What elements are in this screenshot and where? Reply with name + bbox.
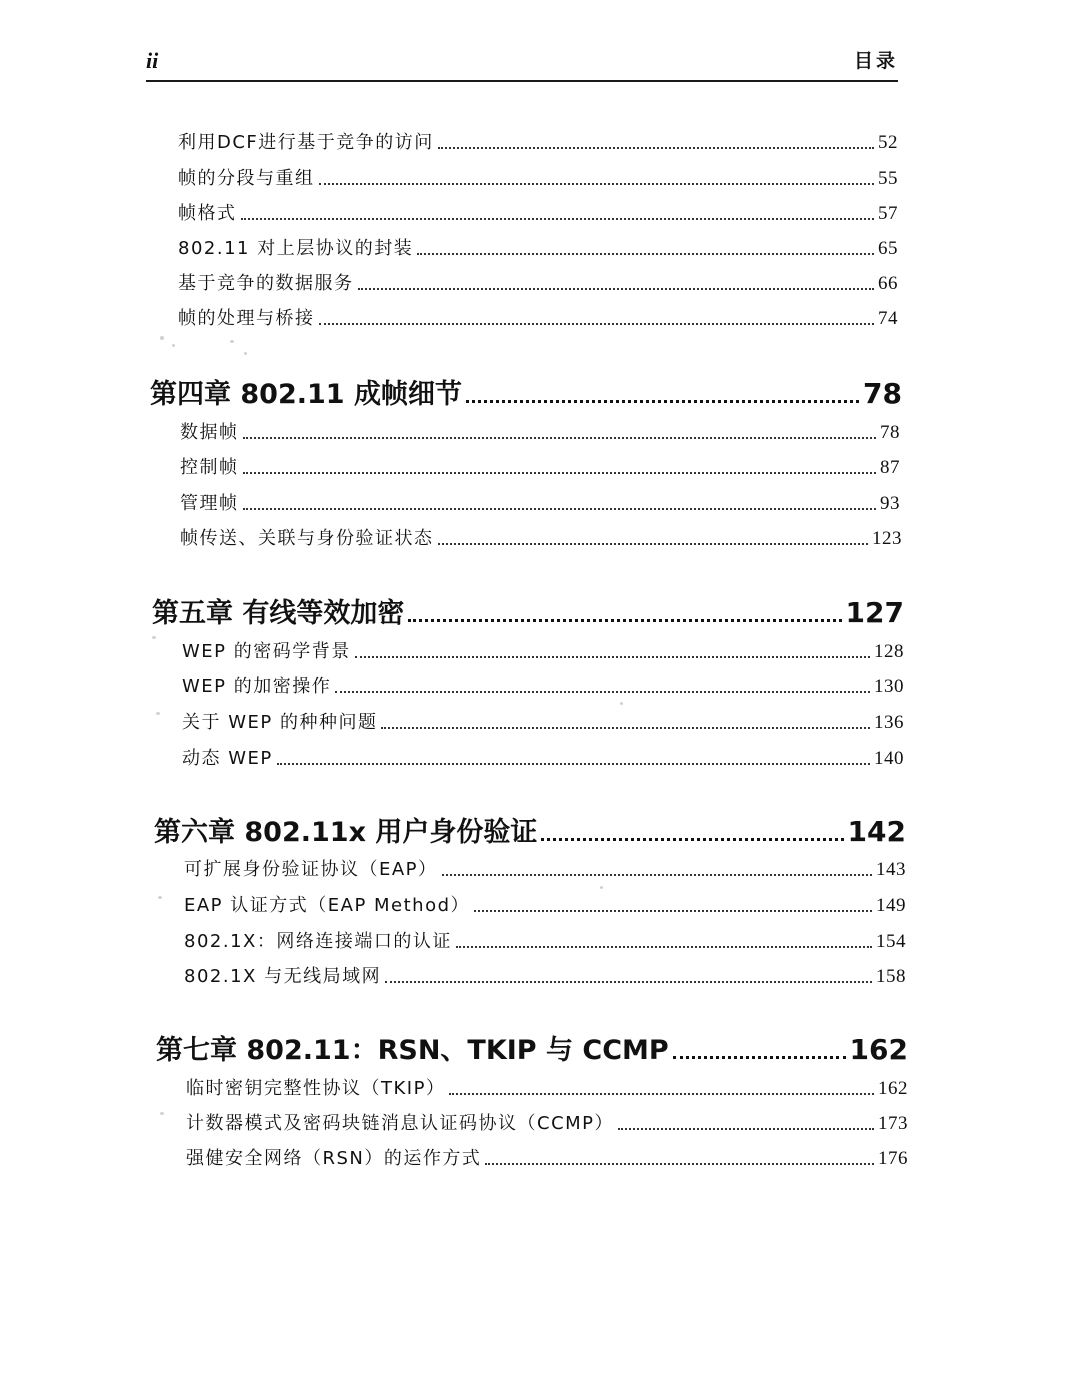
toc-entry-title: 管理帧 <box>180 493 239 514</box>
chapter-title: 第五章 有线等效加密 <box>152 598 405 629</box>
dot-leader <box>449 1093 874 1095</box>
dot-leader <box>442 874 872 876</box>
scan-speck <box>172 344 175 347</box>
dot-leader <box>474 910 872 912</box>
toc-entry-title: 关于 WEP 的种种问题 <box>182 712 378 733</box>
dot-leader <box>541 838 843 841</box>
toc-entry[interactable] <box>184 962 906 988</box>
toc-entry-title: 帧传送、关联与身份验证状态 <box>180 528 434 549</box>
scan-speck <box>244 352 247 355</box>
toc-entry-page: 78 <box>880 422 900 443</box>
toc-entry-page: 130 <box>874 676 904 697</box>
toc-entry-page: 66 <box>878 273 898 294</box>
scan-speck <box>152 636 156 639</box>
toc-entry-page: 93 <box>880 493 900 514</box>
dot-leader <box>385 981 872 983</box>
dot-leader <box>466 400 859 403</box>
dot-leader <box>438 543 869 545</box>
toc-entry[interactable] <box>186 1074 908 1100</box>
toc-entry-page: 136 <box>874 712 904 733</box>
chapter-heading[interactable] <box>152 591 904 629</box>
chapter-heading[interactable] <box>154 810 906 848</box>
toc-entry[interactable] <box>180 453 900 479</box>
toc-entry[interactable] <box>178 269 898 295</box>
toc-entry-page: 154 <box>876 931 906 952</box>
scan-speck <box>620 702 623 705</box>
chapter-page: 162 <box>849 1033 908 1066</box>
chapter-page: 142 <box>847 815 906 848</box>
scan-speck <box>160 1112 164 1115</box>
scan-speck <box>158 896 162 899</box>
toc-entry-title: 可扩展身份验证协议（EAP） <box>184 859 438 880</box>
toc-entry-title: 计数器模式及密码块链消息认证码协议（CCMP） <box>186 1113 615 1134</box>
toc-entry[interactable] <box>184 855 906 881</box>
toc-entry[interactable] <box>182 672 904 698</box>
toc-entry-title: 控制帧 <box>180 457 239 478</box>
dot-leader <box>438 147 874 149</box>
toc-entry-title: 动态 WEP <box>182 748 273 769</box>
toc-entry-page: 173 <box>878 1113 908 1134</box>
dot-leader <box>381 727 870 729</box>
toc-entry-title: WEP 的加密操作 <box>182 676 332 697</box>
toc-entry-title: WEP 的密码学背景 <box>182 641 351 662</box>
dot-leader <box>243 472 877 474</box>
chapter-title: 第四章 802.11 成帧细节 <box>150 379 462 410</box>
toc-entry-title: 基于竞争的数据服务 <box>178 273 354 294</box>
chapter-heading[interactable] <box>150 372 902 410</box>
toc-entry-page: 57 <box>878 203 898 224</box>
toc-entry-page: 149 <box>876 895 906 916</box>
toc-entry-title: 帧的分段与重组 <box>178 168 315 189</box>
running-title: 目录 <box>853 50 898 72</box>
dot-leader <box>241 218 875 220</box>
toc-entry-page: 55 <box>878 168 898 189</box>
toc-entry-title: 强健安全网络（RSN）的运作方式 <box>186 1148 482 1169</box>
toc-entry-page: 65 <box>878 238 898 259</box>
dot-leader <box>417 253 874 255</box>
scan-speck <box>156 712 160 715</box>
toc-entry-title: 临时密钥完整性协议（TKIP） <box>186 1078 446 1099</box>
toc-entry[interactable] <box>178 304 898 330</box>
toc-entry-title: 帧的处理与桥接 <box>178 308 315 329</box>
chapter-title: 第七章 802.11：RSN、TKIP 与 CCMP <box>156 1035 669 1066</box>
toc-entry[interactable] <box>184 891 906 917</box>
toc-entry[interactable] <box>178 128 898 154</box>
page-header <box>146 44 898 82</box>
toc-entry-page: 162 <box>878 1078 908 1099</box>
dot-leader <box>673 1056 846 1059</box>
dot-leader <box>485 1163 874 1165</box>
toc-entry[interactable] <box>180 489 900 515</box>
toc-entry-page: 143 <box>876 859 906 880</box>
toc-entry-page: 52 <box>878 132 898 153</box>
dot-leader <box>335 691 870 693</box>
dot-leader <box>358 288 875 290</box>
toc-entry-page: 158 <box>876 966 906 987</box>
dot-leader <box>277 763 870 765</box>
toc-entry-title: 数据帧 <box>180 422 239 443</box>
toc-entry[interactable] <box>186 1109 908 1135</box>
toc-entry-title: 802.1X 与无线局域网 <box>184 966 382 987</box>
dot-leader <box>319 183 875 185</box>
toc-entry[interactable] <box>180 418 900 444</box>
toc-entry-title: 帧格式 <box>178 203 237 224</box>
scan-speck <box>160 336 164 340</box>
dot-leader <box>408 619 841 622</box>
dot-leader <box>456 946 872 948</box>
dot-leader <box>618 1128 874 1130</box>
chapter-page: 78 <box>863 377 902 410</box>
toc-entry[interactable] <box>178 199 898 225</box>
toc-entry-page: 87 <box>880 457 900 478</box>
toc-entry-page: 74 <box>878 308 898 329</box>
toc-entry[interactable] <box>184 927 906 953</box>
toc-entry[interactable] <box>182 744 904 770</box>
toc-entry[interactable] <box>178 234 898 260</box>
toc-entry[interactable] <box>180 524 902 550</box>
toc-entry-page: 128 <box>874 641 904 662</box>
toc-entry-title: 802.11 对上层协议的封装 <box>178 238 414 259</box>
toc-entry[interactable] <box>182 708 904 734</box>
toc-entry[interactable] <box>182 637 904 663</box>
toc-entry-title: 利用DCF进行基于竞争的访问 <box>178 132 434 153</box>
toc-entry-page: 140 <box>874 748 904 769</box>
scan-speck <box>600 886 603 889</box>
dot-leader <box>355 656 870 658</box>
page-number: ii <box>146 48 159 73</box>
toc-entry[interactable] <box>186 1144 908 1170</box>
chapter-heading[interactable] <box>156 1028 908 1066</box>
toc-entry-page: 123 <box>872 528 902 549</box>
dot-leader <box>243 508 877 510</box>
toc-entry-page: 176 <box>878 1148 908 1169</box>
dot-leader <box>243 437 877 439</box>
dot-leader <box>319 323 875 325</box>
toc-entry-title: 802.1X：网络连接端口的认证 <box>184 931 452 952</box>
toc-entry[interactable] <box>178 164 898 190</box>
scan-speck <box>230 340 234 343</box>
chapter-title: 第六章 802.11x 用户身份验证 <box>154 817 538 848</box>
toc-entry-title: EAP 认证方式（EAP Method） <box>184 895 471 916</box>
chapter-page: 127 <box>845 596 904 629</box>
